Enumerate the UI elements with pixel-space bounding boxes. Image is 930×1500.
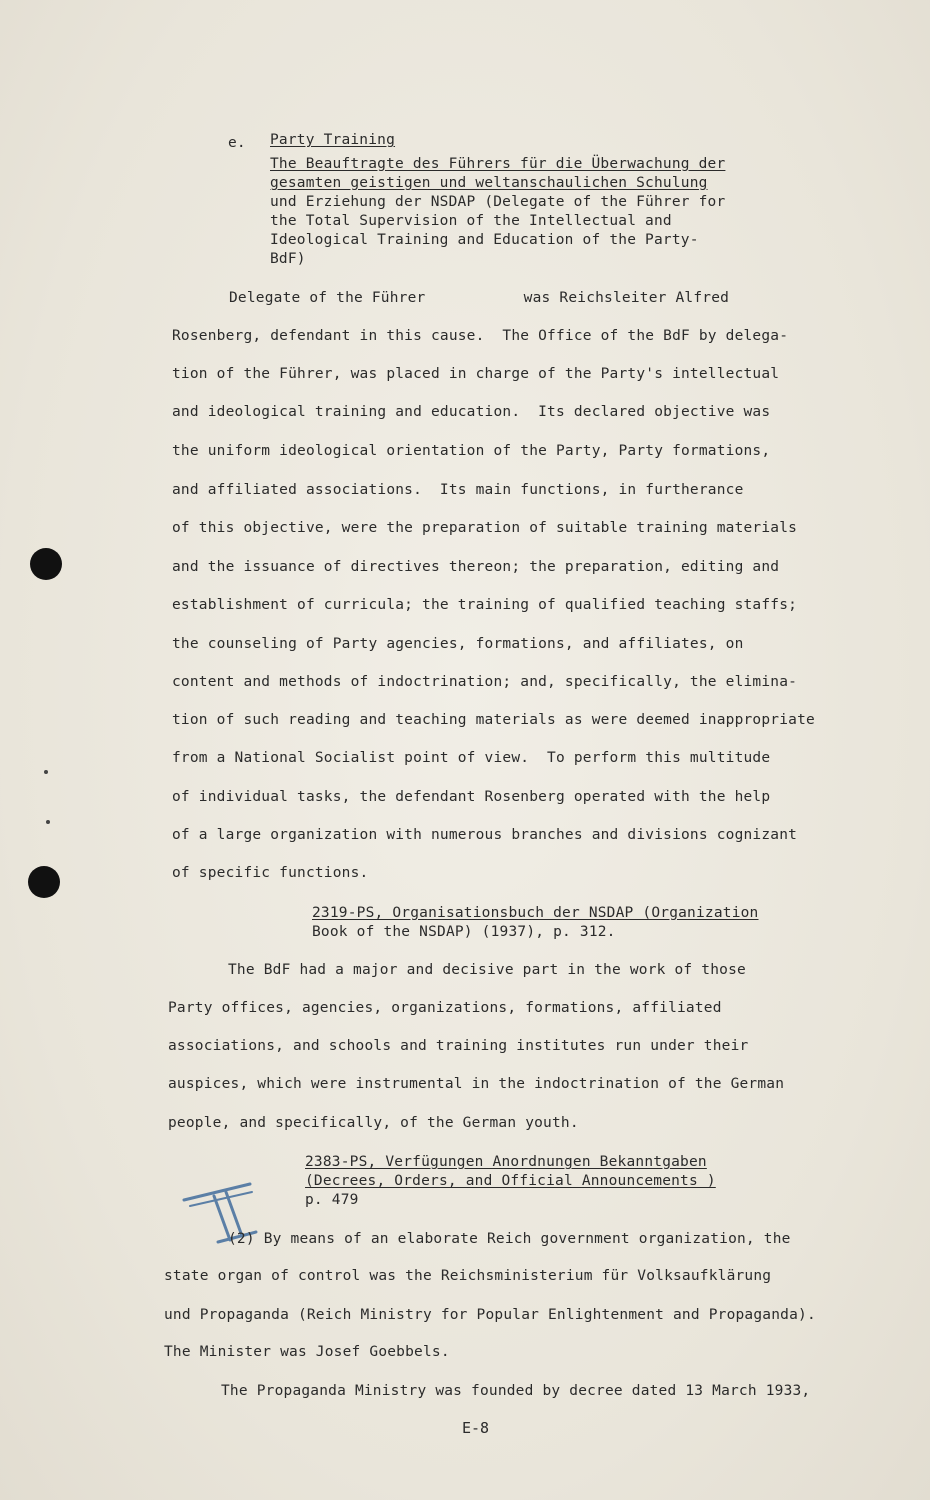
citation-line: p. 479 <box>305 1192 359 1208</box>
paragraph-line: tion of such reading and teaching materials as were deemed inappropriate <box>172 712 815 728</box>
paragraph-line: Rosenberg, defendant in this cause. The Office of the BdF by delega- <box>172 328 789 344</box>
paragraph-line: and ideological training and education. Its declared objective was <box>172 404 771 420</box>
paragraph-line: The BdF had a major and decisive part in the work of those <box>228 962 746 978</box>
paragraph-line: The Minister was Josef Goebbels. <box>164 1344 450 1360</box>
paragraph-line: tion of the Führer, was placed in charge of the Party's intellectual <box>172 366 780 382</box>
paragraph-line: people, and specifically, of the German youth. <box>168 1115 579 1131</box>
paragraph-line: the counseling of Party agencies, formations, and affiliates, on <box>172 636 744 652</box>
paragraph-line: Party offices, agencies, organizations, formations, affiliated <box>168 1000 722 1016</box>
paragraph-line: the uniform ideological orientation of the Party, Party formations, <box>172 443 771 459</box>
punch-hole-lower <box>28 866 60 898</box>
paragraph-line: and the issuance of directives thereon; the preparation, editing and <box>172 559 780 575</box>
paragraph-line: establishment of curricula; the training of qualified teaching staffs; <box>172 597 798 613</box>
citation-line: (Decrees, Orders, and Official Announcements ) <box>305 1173 716 1189</box>
paragraph-line: associations, and schools and training institutes run under their <box>168 1038 749 1054</box>
section-line: the Total Supervision of the Intellectual and <box>270 213 672 229</box>
punch-hole-upper <box>30 548 62 580</box>
paragraph-line: Delegate of the Führer was Reichsleiter Alfred <box>229 290 730 306</box>
section-letter: e. <box>228 135 246 151</box>
paragraph-line: of individual tasks, the defendant Rosenberg operated with the help <box>172 789 771 805</box>
section-line: BdF) <box>270 251 306 267</box>
citation-line: Book of the NSDAP) (1937), p. 312. <box>312 924 616 940</box>
citation-line: 2383-PS, Verfügungen Anordnungen Bekanntgaben <box>305 1154 707 1170</box>
paragraph-line: of this objective, were the preparation of suitable training materials <box>172 520 798 536</box>
ink-speck <box>44 770 48 774</box>
paragraph-line: of a large organization with numerous branches and divisions cognizant <box>172 827 798 843</box>
ink-speck <box>46 820 50 824</box>
paragraph-line: content and methods of indoctrination; and, specifically, the elimina- <box>172 674 798 690</box>
section-line: Ideological Training and Education of the Party- <box>270 232 699 248</box>
citation-line: 2319-PS, Organisationsbuch der NSDAP (Organization <box>312 905 759 921</box>
paragraph-line: (2) By means of an elaborate Reich government organization, the <box>228 1231 791 1247</box>
paragraph-line: auspices, which were instrumental in the indoctrination of the German <box>168 1076 785 1092</box>
paragraph-line: und Propaganda (Reich Ministry for Popular Enlightenment and Propaganda). <box>164 1307 816 1323</box>
section-line: The Beauftragte des Führers für die Überwachung der <box>270 156 726 172</box>
paragraph-line: from a National Socialist point of view. To perform this multitude <box>172 750 771 766</box>
section-line: und Erziehung der NSDAP (Delegate of the Führer for <box>270 194 726 210</box>
paragraph-line: The Propaganda Ministry was founded by decree dated 13 March 1933, <box>221 1383 811 1399</box>
paragraph-line: and affiliated associations. Its main functions, in furtherance <box>172 482 744 498</box>
section-line: gesamten geistigen und weltanschaulichen Schulung <box>270 175 708 191</box>
paragraph-line: state organ of control was the Reichsministerium für Volksaufklärung <box>164 1268 772 1284</box>
page-number: E-8 <box>462 1419 490 1437</box>
section-title: Party Training <box>270 132 396 148</box>
paragraph-line: of specific functions. <box>172 865 369 881</box>
